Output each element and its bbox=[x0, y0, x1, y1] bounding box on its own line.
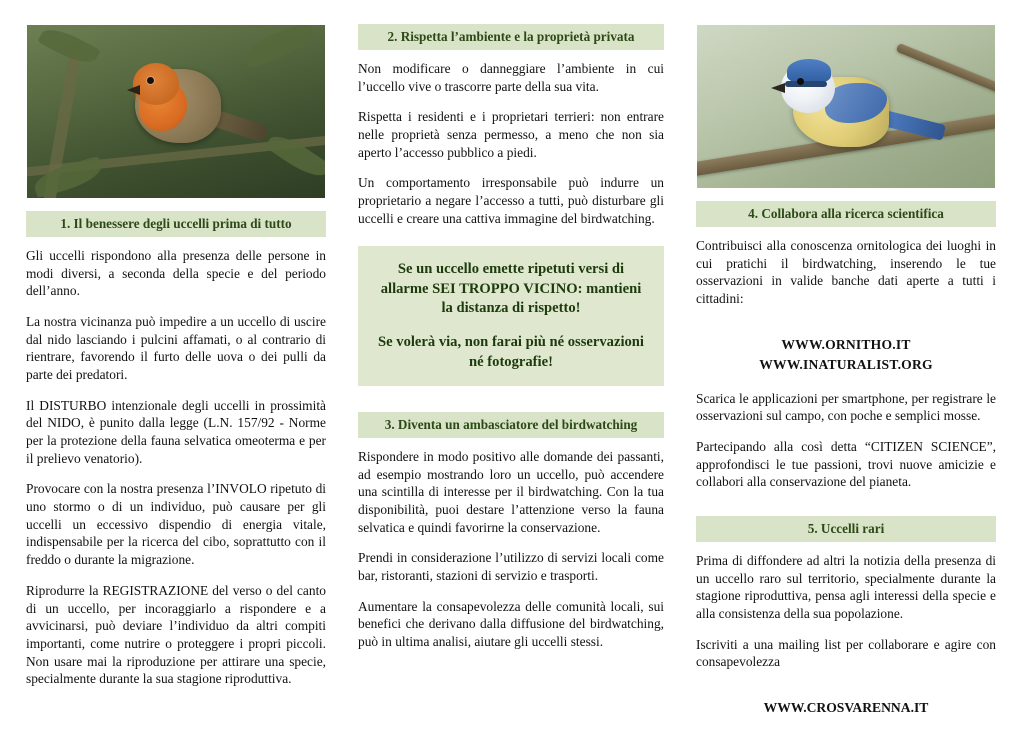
robin-beak bbox=[127, 85, 140, 95]
section-1-heading: 1. Il benessere degli uccelli prima di tutto bbox=[26, 211, 326, 237]
blue-tit-beak bbox=[771, 83, 785, 93]
blue-tit-eyeline bbox=[785, 81, 827, 87]
section-2-paragraph: Rispetta i residenti e i proprietari terrieri: non entrare nelle proprietà senza permesso, a meno che non sia aperto l’accesso pubblico a piedi. bbox=[358, 109, 664, 160]
link-inaturalist[interactable]: WWW.INATURALIST.ORG bbox=[759, 357, 933, 373]
section-2-heading: 2. Rispetta l’ambiente e la proprietà privata bbox=[358, 24, 664, 50]
middle-column bbox=[358, 24, 664, 716]
link-ornitho[interactable]: WWW.ORNITHO.IT bbox=[781, 336, 911, 352]
warning-callout bbox=[358, 246, 664, 386]
section-1-paragraph: La nostra vicinanza può impedire a un uccello di uscire dal nido lasciando i pulcini affamati, o al contrario di rientrare, favorendo il furto delle uova o dei pulli da parte dei predatori. bbox=[26, 313, 326, 382]
section-5-paragraph: Prima di diffondere ad altri la notizia della presenza di un uccello raro sul territorio, specialmente durante la stagione riproduttiva, pensa agli interessi della specie e alla consistenza della sua popolazione. bbox=[696, 552, 996, 621]
section-4-intro: Contribuisci alla conoscenza ornitologica dei luoghi in cui pratichi il birdwatching, inserendo le tue osservazioni in valide banche dati aperte a tutti i cittadini: bbox=[696, 238, 996, 307]
robin-head bbox=[133, 63, 179, 105]
section-5-paragraph: Iscriviti a una mailing list per collaborare e agire con consapevolezza bbox=[696, 636, 996, 670]
section-2-paragraph: Un comportamento irresponsabile può indurre un proprietario a negare l’accesso a tutti, può disturbare gli uccelli e creare una cattiva immagine del birdwatching. bbox=[358, 175, 664, 226]
section-5-heading: 5. Uccelli rari bbox=[696, 516, 996, 542]
section-3-paragraph: Rispondere in modo positivo alle domande dei passanti, ad esempio mostrando loro un uccello, può accendere una scintilla di interesse per il birdwatching. Con la tua disponibilità, puoi destare l’attenzione verso la fauna selvatica e quindi favorirne la conservazione. bbox=[358, 448, 664, 535]
robin-photo bbox=[26, 24, 326, 199]
section-3-paragraph: Aumentare la consapevolezza delle comunità locali, sui benefici che derivano dalla diffusione del birdwatching, può in ultima analisi, aiutare gli uccelli stessi. bbox=[358, 598, 664, 650]
section-1-paragraph: Gli uccelli rispondono alla presenza delle persone in modi diversi, a seconda della specie e del periodo dell’anno. bbox=[26, 247, 326, 299]
callout-line-1: Se un uccello emette ripetuti versi di allarme SEI TROPPO VICINO: mantieni la distanza di rispetto! bbox=[380, 261, 642, 317]
callout-line-2: Se volerà via, non farai più né osservazioni né fotografie! bbox=[378, 333, 644, 370]
section-3-heading: 3. Diventa un ambasciatore del birdwatching bbox=[358, 412, 664, 438]
robin-eye bbox=[147, 77, 154, 84]
blue-tit-photo bbox=[696, 24, 996, 189]
right-column bbox=[696, 24, 996, 716]
link-crosvarenna[interactable]: WWW.CROSVARENNA.IT bbox=[763, 700, 929, 715]
section-1-paragraph: Il DISTURBO intenzionale degli uccelli in prossimità del NIDO, è punito dalla legge (L.N. 157/92 - Norme per la protezione della fauna selvatica omeoterma e per il prelievo venatorio). bbox=[26, 397, 326, 466]
section-2-paragraph: Non modificare o danneggiare l’ambiente in cui l’uccello vive o trascorre parte della sua vita. bbox=[358, 60, 664, 94]
section-3-paragraph: Prendi in considerazione l’utilizzo di servizi locali come bar, ristoranti, stazioni di servizio e trasporti. bbox=[358, 550, 664, 584]
section-4-paragraph: Partecipando alla così detta “CITIZEN SCIENCE”, approfondisci le tue passioni, trovi nuove amicizie e collabori alla conservazione del pianeta. bbox=[696, 438, 996, 490]
section-4-links bbox=[696, 335, 996, 376]
blue-tit-eye bbox=[797, 78, 804, 85]
section-1-paragraph: Riprodurre la REGISTRAZIONE del verso o del canto di un uccello, per incoraggiarlo a rispondere e a avvicinarsi, può deviare l’individuo da altri compiti importanti, come nutrire o proteggere i propri piccoli. Non usare mai la riproduzione per attirare una specie, specialmente durante la sua stagione riproduttiva. bbox=[26, 582, 326, 687]
left-column bbox=[26, 24, 326, 716]
section-4-paragraph: Scarica le applicazioni per smartphone, per registrare le osservazioni sul campo, con poche e semplici mosse. bbox=[696, 390, 996, 424]
section-4-heading: 4. Collabora alla ricerca scientifica bbox=[696, 201, 996, 227]
blue-tit-cap bbox=[787, 59, 831, 83]
section-1-paragraph: Provocare con la nostra presenza l’INVOLO ripetuto di uno stormo o di un individuo, può causare per gli uccelli un eccessivo dispendio di energia vitale, indispensabile per la ricerca del cibo, soprattutto con il freddo o durante la migrazione. bbox=[26, 481, 326, 568]
